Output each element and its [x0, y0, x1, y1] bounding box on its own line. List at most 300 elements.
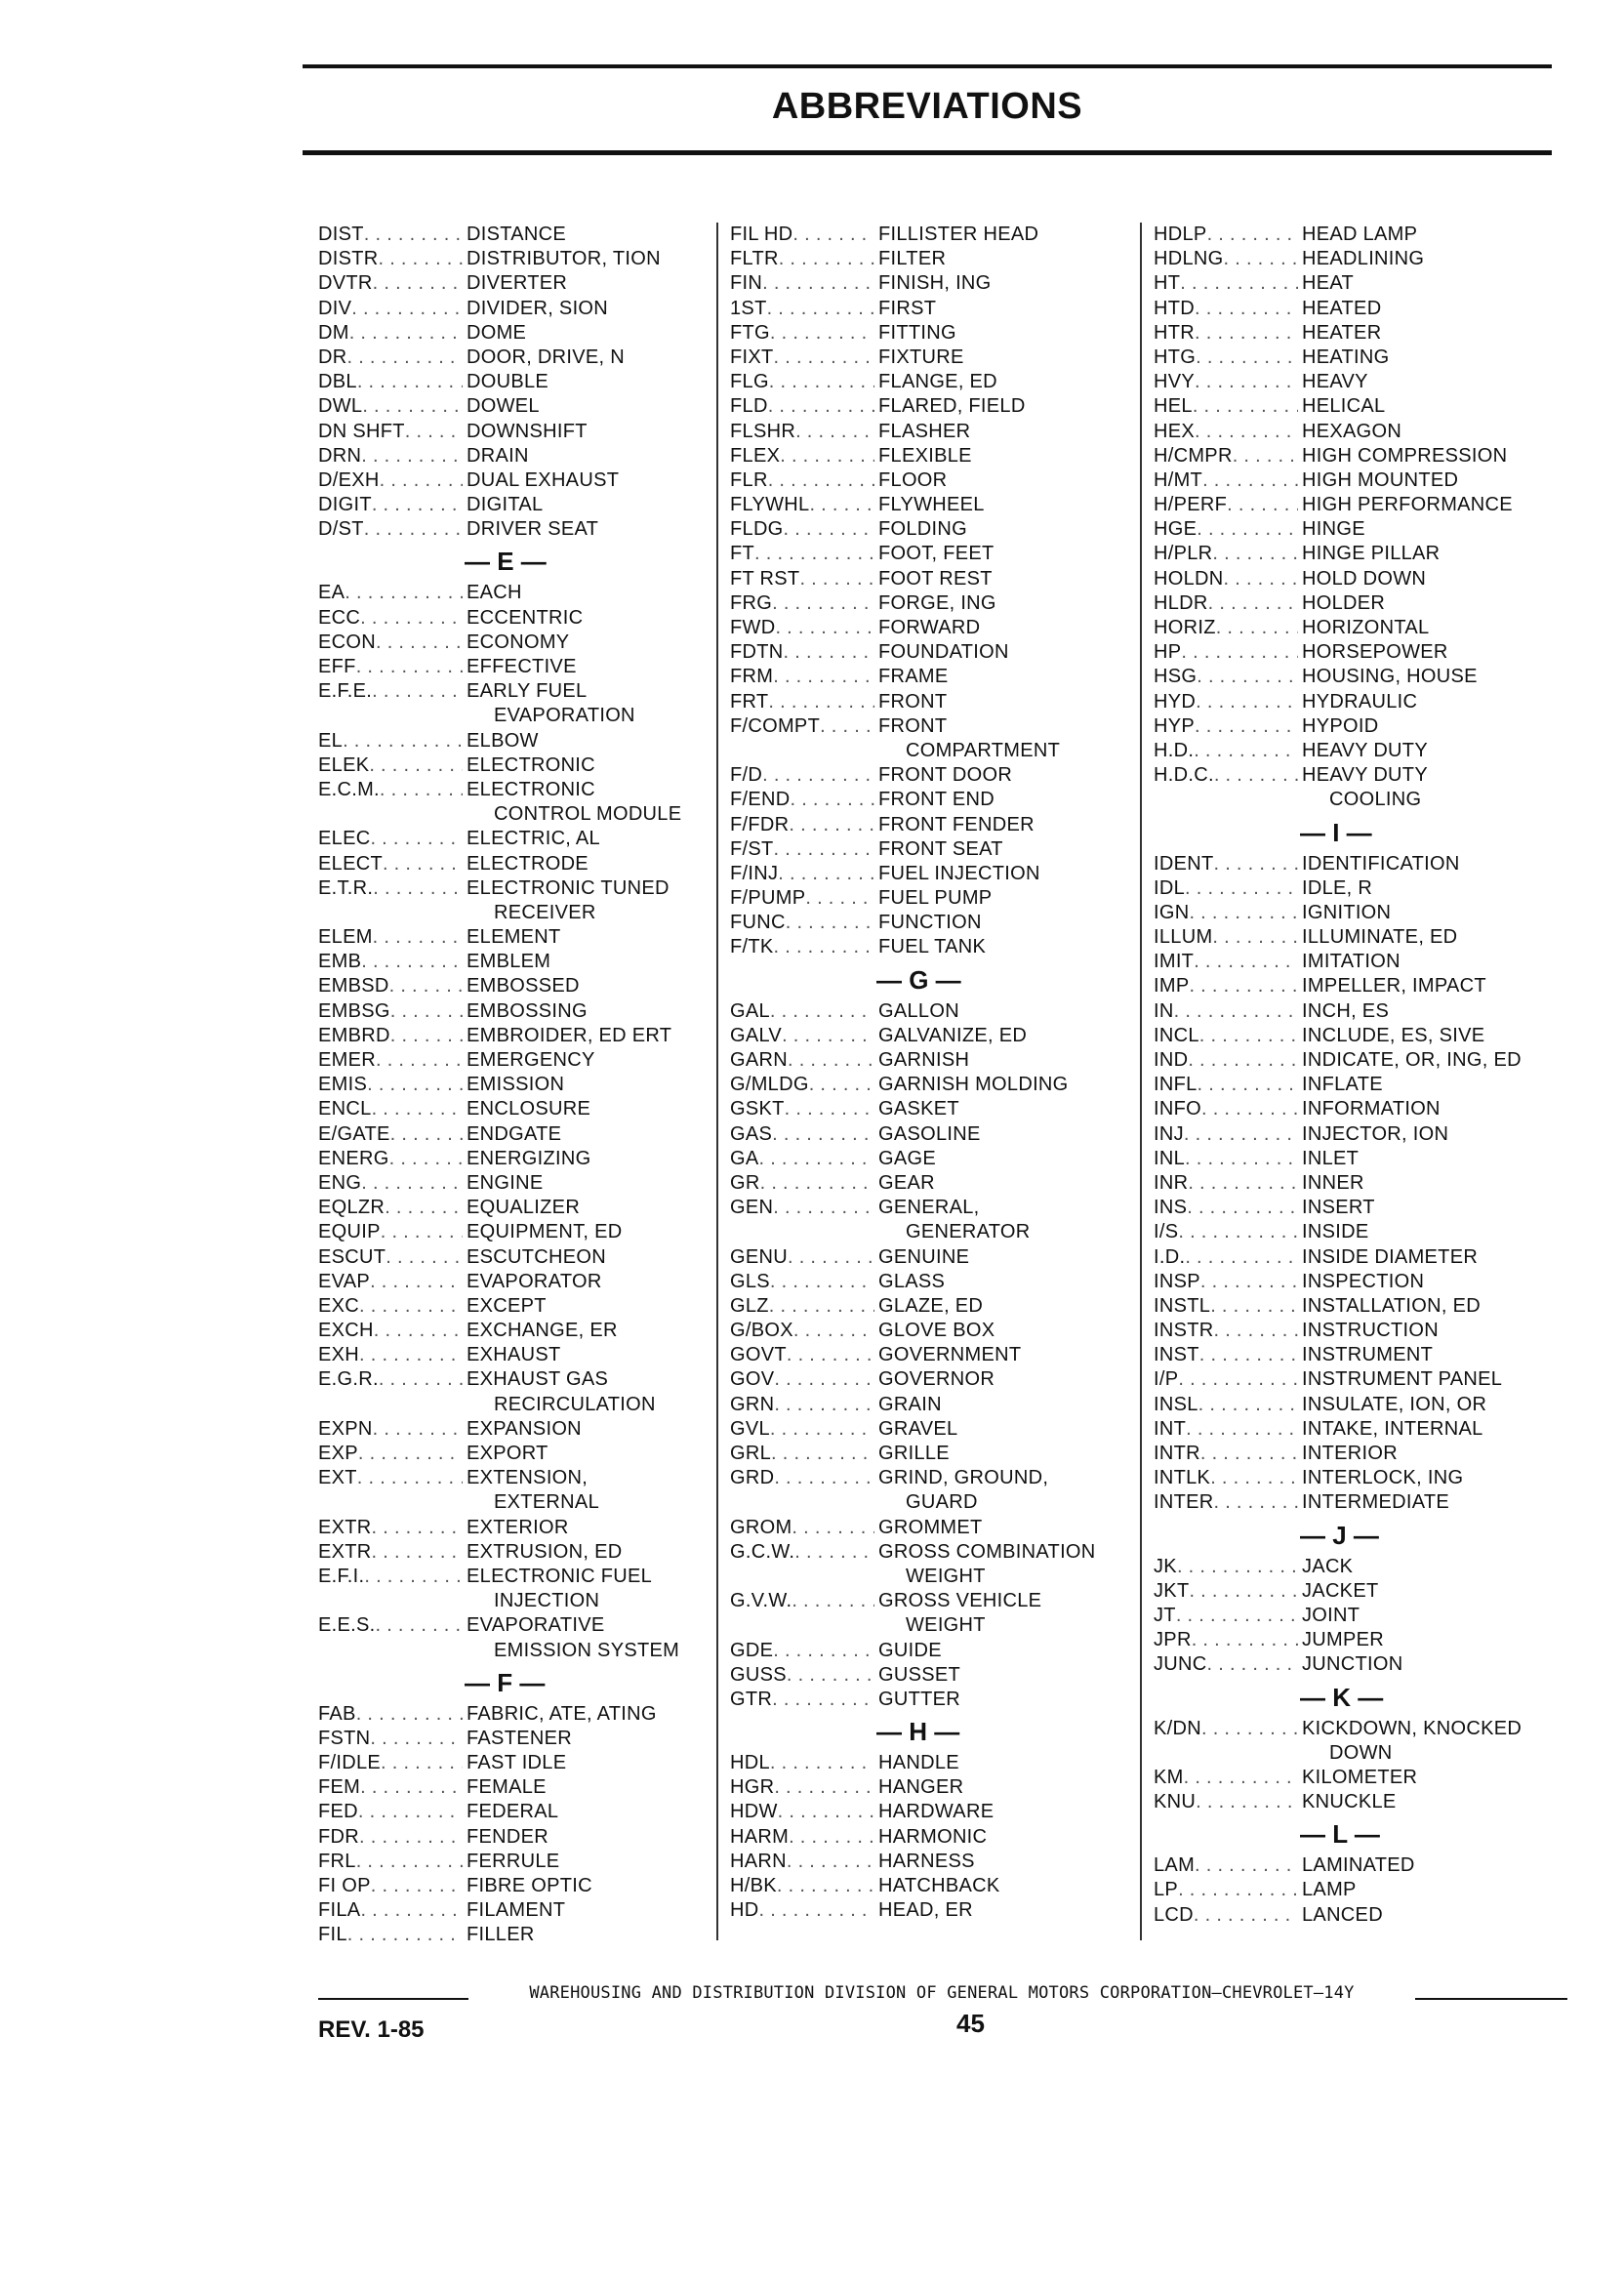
dot-leader [359, 1343, 463, 1367]
abbreviation-meaning: HIGH MOUNTED [1302, 468, 1459, 491]
abbreviation-cell [1154, 901, 1298, 925]
abbreviation-cell [318, 1367, 463, 1392]
abbreviation-code: FED [318, 1801, 358, 1823]
abbreviation-cell [730, 911, 874, 935]
abbreviation-code: HD [730, 1899, 759, 1922]
abbreviation-cell [318, 1565, 463, 1589]
abbreviation-entry [1154, 223, 1544, 247]
abbreviation-meaning: FLARED, FIELD [878, 395, 1026, 418]
dot-leader [1174, 999, 1298, 1024]
abbreviation-cell [1154, 1024, 1298, 1048]
abbreviation-entry [730, 1417, 1140, 1442]
abbreviation-code: GALV [730, 1024, 783, 1046]
abbreviation-entry [1154, 1073, 1544, 1097]
abbreviation-code: HDW [730, 1801, 778, 1823]
abbreviation-code: H.D. [1154, 739, 1195, 761]
abbreviation-code: GLS [730, 1270, 770, 1292]
abbreviation-entry [730, 1800, 1140, 1824]
abbreviation-entry [730, 1516, 1140, 1540]
dot-leader [770, 1270, 874, 1294]
abbreviation-code: EVAP [318, 1270, 371, 1292]
dot-leader [1178, 1367, 1298, 1392]
section-letter-heading: — H — [876, 1717, 960, 1747]
abbreviation-entry [318, 468, 709, 493]
abbreviation-code: INJ [1154, 1122, 1184, 1145]
abbreviation-meaning: GAGE [878, 1147, 936, 1169]
abbreviation-entry [730, 223, 1140, 247]
abbreviation-entry [1154, 567, 1544, 591]
abbreviation-entry [730, 321, 1140, 346]
abbreviation-cell [318, 271, 463, 296]
abbreviation-meaning: LANCED [1302, 1903, 1383, 1926]
dot-leader [779, 247, 874, 271]
abbreviation-code: F/PUMP [730, 887, 806, 910]
dot-leader [792, 1516, 874, 1540]
abbreviation-code: FT [730, 543, 755, 565]
abbreviation-code: IMIT [1154, 951, 1195, 973]
abbreviation-entry [318, 1874, 709, 1898]
abbreviation-meaning: FASTENER [467, 1727, 572, 1749]
dot-leader [759, 1147, 875, 1171]
abbreviation-entry [318, 974, 709, 998]
abbreviation-cell [318, 1540, 463, 1565]
abbreviation-entry [730, 763, 1140, 788]
abbreviation-meaning: HEATER [1302, 321, 1382, 344]
abbreviation-meaning: HEADLINING [1302, 248, 1425, 270]
abbreviation-cell [730, 1825, 874, 1850]
abbreviation-cell [318, 1850, 463, 1874]
abbreviation-code: ESCUT [318, 1245, 386, 1268]
abbreviation-cell [730, 788, 874, 812]
abbreviation-meaning-continuation: WEIGHT [906, 1565, 986, 1587]
abbreviation-cell [318, 1417, 463, 1442]
dot-leader [1188, 1171, 1298, 1196]
abbreviation-entry [318, 493, 709, 517]
abbreviation-meaning: FEMALE [467, 1776, 547, 1799]
abbreviation-cell [1154, 616, 1298, 640]
abbreviation-code: EMIS [318, 1074, 368, 1096]
abbreviation-meaning: FLASHER [878, 420, 971, 442]
abbreviation-code: HARN [730, 1850, 787, 1872]
abbreviation-meaning: GRAVEL [878, 1417, 958, 1440]
abbreviation-entry [318, 1702, 709, 1727]
abbreviation-entry [1154, 1147, 1544, 1171]
abbreviation-code: INST [1154, 1344, 1199, 1366]
abbreviation-meaning: GASOLINE [878, 1122, 981, 1145]
abbreviation-entry [318, 1196, 709, 1220]
abbreviation-code: FAB [318, 1702, 356, 1725]
abbreviation-meaning: EFFECTIVE [467, 656, 577, 677]
abbreviation-meaning: GLAZE, ED [878, 1294, 984, 1317]
abbreviation-entry [318, 1024, 709, 1048]
abbreviation-cell [1154, 1717, 1298, 1741]
abbreviation-cell [730, 271, 874, 296]
abbreviation-meaning: KICKDOWN, KNOCKED [1302, 1717, 1522, 1739]
abbreviation-code: INCL [1154, 1024, 1199, 1046]
abbreviation-meaning: JOINT [1302, 1604, 1360, 1626]
abbreviation-meaning-continuation: EVAPORATION [494, 705, 635, 727]
dot-leader [809, 493, 874, 517]
abbreviation-meaning: FILTER [878, 248, 947, 270]
abbreviation-entry [318, 1442, 709, 1466]
abbreviation-meaning: INTERLOCK, ING [1302, 1467, 1464, 1489]
abbreviation-entry [730, 690, 1140, 714]
abbreviation-code: FIL HD [730, 224, 793, 245]
abbreviation-meaning: DUAL EXHAUST [467, 468, 620, 491]
abbreviation-meaning: FRONT SEAT [878, 837, 1003, 860]
abbreviation-code: HDLP [1154, 224, 1207, 245]
abbreviation-meaning: HOLD DOWN [1302, 567, 1427, 590]
dot-leader [371, 1874, 463, 1898]
dot-leader [777, 1874, 874, 1898]
abbreviation-cell [730, 1850, 874, 1874]
abbreviation-entry [730, 1775, 1140, 1800]
abbreviation-code: HSG [1154, 666, 1198, 688]
dot-leader [778, 862, 874, 886]
dot-leader [390, 1122, 463, 1147]
dot-leader [356, 1702, 463, 1727]
abbreviation-code: ECC [318, 606, 361, 629]
abbreviation-meaning: ELBOW [467, 729, 539, 752]
dot-leader [784, 517, 874, 542]
abbreviation-cell [1154, 1294, 1298, 1319]
abbreviation-meaning: ENGINE [467, 1171, 544, 1194]
abbreviation-cell [1154, 1490, 1298, 1515]
abbreviation-entry [318, 729, 709, 753]
abbreviation-entry [318, 444, 709, 468]
abbreviation-cell [730, 1073, 874, 1097]
abbreviation-cell [318, 974, 463, 998]
abbreviation-code: LCD [1154, 1903, 1194, 1926]
dot-leader [795, 420, 874, 444]
abbreviation-meaning: DISTANCE [467, 224, 567, 245]
abbreviation-cell [1154, 1147, 1298, 1171]
abbreviation-entry [730, 1048, 1140, 1073]
abbreviation-code: EXT [318, 1467, 357, 1489]
abbreviation-cell [318, 321, 463, 346]
abbreviation-code: EL [318, 729, 344, 752]
abbreviation-entry [1154, 321, 1544, 346]
abbreviation-entry [730, 1294, 1140, 1319]
dot-leader [1214, 852, 1299, 876]
dot-leader [774, 837, 874, 862]
abbreviation-entry [730, 247, 1140, 271]
dot-leader [357, 1466, 463, 1490]
abbreviation-cell [318, 1800, 463, 1824]
abbreviation-code: HVY [1154, 371, 1196, 393]
dot-leader [1194, 950, 1298, 974]
abbreviation-meaning: INTERIOR [1302, 1443, 1398, 1464]
abbreviation-code: FEM [318, 1776, 361, 1799]
abbreviation-cell [730, 1319, 874, 1343]
dot-leader [385, 1196, 463, 1220]
abbreviation-entry [1154, 1196, 1544, 1220]
dot-leader [376, 1613, 464, 1638]
abbreviation-entry [1154, 1466, 1544, 1490]
abbreviation-code: GEN [730, 1197, 774, 1219]
abbreviation-cell [730, 886, 874, 911]
abbreviation-meaning: HARMONIC [878, 1825, 988, 1848]
abbreviation-entry [730, 468, 1140, 493]
abbreviation-entry [1154, 1393, 1544, 1417]
abbreviation-entry [1154, 591, 1544, 616]
abbreviation-cell [1154, 1073, 1298, 1097]
abbreviation-meaning: FRONT DOOR [878, 764, 1013, 787]
dot-leader [754, 542, 874, 566]
dot-leader [774, 346, 874, 370]
abbreviation-meaning: HEATING [1302, 346, 1390, 368]
abbreviation-cell [318, 606, 463, 631]
abbreviation-code: FLDG [730, 518, 784, 541]
abbreviation-entry [318, 297, 709, 321]
abbreviation-entry [730, 1825, 1140, 1850]
abbreviation-cell [730, 837, 874, 862]
dot-leader [376, 1048, 463, 1073]
page-number: 45 [956, 2009, 985, 2038]
abbreviation-cell [1154, 1220, 1298, 1244]
abbreviation-meaning: DIVIDER, SION [467, 297, 609, 319]
abbreviation-code: EXTR [318, 1516, 372, 1538]
abbreviation-code: I/P [1154, 1368, 1179, 1391]
dot-leader [1189, 1579, 1298, 1604]
abbreviation-meaning: INTAKE, INTERNAL [1302, 1417, 1483, 1440]
abbreviation-cell [318, 370, 463, 394]
abbreviation-cell [1154, 950, 1298, 974]
abbreviation-entry [730, 567, 1140, 591]
abbreviation-cell [318, 468, 463, 493]
abbreviation-meaning: ESCUTCHEON [467, 1245, 607, 1268]
abbreviation-code: DIGIT [318, 494, 372, 516]
abbreviation-meaning: FILLISTER HEAD [878, 224, 1039, 245]
abbreviation-entry [318, 1751, 709, 1775]
dot-leader [373, 271, 463, 296]
abbreviation-meaning: EACH [467, 582, 522, 604]
dot-leader [778, 1800, 874, 1824]
abbreviation-meaning: DRIVER SEAT [467, 518, 599, 541]
dot-leader [370, 827, 463, 851]
dot-leader [380, 778, 463, 802]
dot-leader [370, 1727, 463, 1751]
abbreviation-cell [730, 444, 874, 468]
abbreviation-entry [318, 606, 709, 631]
abbreviation-code: GROM [730, 1516, 792, 1538]
abbreviation-code: FRG [730, 591, 773, 614]
abbreviation-entry [1154, 420, 1544, 444]
dot-leader [1196, 346, 1298, 370]
abbreviation-entry [1154, 665, 1544, 689]
abbreviation-meaning: GUIDE [878, 1639, 942, 1661]
abbreviation-entry [730, 837, 1140, 862]
abbreviation-meaning: GEAR [878, 1171, 935, 1194]
abbreviation-cell [318, 444, 463, 468]
abbreviation-entry [318, 321, 709, 346]
abbreviation-code: F/FDR [730, 813, 790, 835]
abbreviation-cell [1154, 1628, 1298, 1652]
abbreviation-meaning: INSIDE DIAMETER [1302, 1245, 1479, 1268]
abbreviation-code: H/CMPR [1154, 444, 1233, 467]
dot-leader [361, 950, 463, 974]
abbreviation-entry [318, 1294, 709, 1319]
abbreviation-entry [1154, 1853, 1544, 1878]
abbreviation-cell [730, 1442, 874, 1466]
abbreviation-code: K/DN [1154, 1717, 1201, 1739]
abbreviation-code: GRD [730, 1467, 775, 1489]
section-letter-heading: — E — [465, 547, 547, 577]
abbreviation-code: H/PERF [1154, 494, 1228, 516]
abbreviation-cell [318, 420, 463, 444]
abbreviation-cell [318, 729, 463, 753]
dot-leader [785, 1097, 874, 1121]
abbreviation-meaning: FUEL TANK [878, 936, 987, 958]
dot-leader [1186, 1417, 1298, 1442]
dot-leader [1195, 1853, 1298, 1878]
abbreviation-cell [1154, 1652, 1298, 1677]
abbreviation-code: EMER [318, 1049, 376, 1071]
abbreviation-cell [1154, 876, 1298, 901]
dot-leader [1176, 1604, 1298, 1628]
dot-leader [1195, 297, 1298, 321]
abbreviation-code: HORIZ [1154, 617, 1216, 638]
dot-leader [1224, 567, 1298, 591]
abbreviation-cell [1154, 542, 1298, 566]
abbreviation-cell [318, 1122, 463, 1147]
dot-leader [1185, 1147, 1298, 1171]
abbreviation-code: H/BK [730, 1875, 777, 1896]
dot-leader [1185, 876, 1298, 901]
dot-leader [381, 1220, 463, 1244]
abbreviation-code: INSL [1154, 1393, 1198, 1415]
abbreviation-cell [1154, 1245, 1298, 1270]
abbreviation-meaning: FAST IDLE [467, 1752, 567, 1774]
abbreviation-entry [730, 1442, 1140, 1466]
abbreviation-meaning-continuation: EMISSION SYSTEM [494, 1639, 680, 1661]
abbreviation-code: JPR [1154, 1629, 1192, 1651]
dot-leader [1187, 1196, 1298, 1220]
abbreviation-meaning: EXCEPT [467, 1294, 547, 1317]
dot-leader [361, 1171, 463, 1196]
abbreviation-entry [730, 297, 1140, 321]
abbreviation-code: H/PLR [1154, 543, 1213, 565]
abbreviation-meaning: FRONT [878, 714, 948, 737]
dot-leader [774, 1367, 874, 1392]
abbreviation-code: ELEK [318, 753, 370, 776]
abbreviation-entry [730, 1196, 1140, 1220]
abbreviation-meaning: FABRIC, ATE, ATING [467, 1702, 657, 1725]
abbreviation-meaning: GASKET [878, 1098, 959, 1120]
abbreviation-entry [318, 1800, 709, 1824]
abbreviation-cell [730, 420, 874, 444]
dot-leader [767, 297, 874, 321]
abbreviation-entry [318, 679, 709, 704]
abbreviation-entry [318, 1898, 709, 1923]
dot-leader [789, 1825, 874, 1850]
dot-leader [770, 321, 874, 346]
dot-leader [1200, 1442, 1298, 1466]
abbreviation-cell [730, 1417, 874, 1442]
abbreviation-meaning: FENDER [467, 1825, 549, 1848]
dot-leader [1224, 247, 1298, 271]
dot-leader [372, 1540, 463, 1565]
dot-leader [1197, 517, 1298, 542]
abbreviation-meaning: EXTRUSION, ED [467, 1540, 623, 1563]
abbreviation-code: KNU [1154, 1791, 1197, 1813]
dot-leader [343, 729, 463, 753]
abbreviation-cell [730, 1147, 874, 1171]
abbreviation-entry [318, 852, 709, 876]
abbreviation-cell [730, 1898, 874, 1923]
abbreviation-cell [318, 1147, 463, 1171]
abbreviation-cell [1154, 321, 1298, 346]
abbreviation-code: FUNC [730, 912, 786, 934]
abbreviation-meaning: HOLDER [1302, 591, 1386, 614]
abbreviation-code: EMBRD [318, 1024, 390, 1046]
abbreviation-entry [730, 1466, 1140, 1490]
dot-leader [345, 581, 463, 605]
abbreviation-cell [318, 1825, 463, 1850]
abbreviation-meaning: FINISH, ING [878, 272, 992, 295]
abbreviation-cell [730, 1171, 874, 1196]
abbreviation-code: FT RST [730, 567, 800, 590]
abbreviation-meaning-continuation: RECEIVER [494, 901, 596, 923]
abbreviation-cell [318, 631, 463, 655]
abbreviation-cell [730, 468, 874, 493]
abbreviation-cell [1154, 1790, 1298, 1814]
abbreviation-meaning: EQUALIZER [467, 1197, 581, 1219]
dot-leader [381, 1751, 463, 1775]
dot-leader [780, 444, 874, 468]
abbreviation-entry [1154, 1604, 1544, 1628]
abbreviation-code: E.T.R. [318, 876, 374, 899]
abbreviation-entry [1154, 1628, 1544, 1652]
abbreviation-cell [318, 950, 463, 974]
abbreviation-cell [318, 493, 463, 517]
abbreviation-code: FSTN [318, 1727, 371, 1749]
abbreviation-code: JKT [1154, 1579, 1190, 1602]
abbreviation-meaning: INSIDE [1302, 1221, 1369, 1243]
dot-leader [1188, 1048, 1298, 1073]
abbreviation-code: DISTR [318, 248, 379, 270]
dot-leader [788, 1048, 874, 1073]
footer-rule-left [318, 1998, 468, 2000]
abbreviation-entry [730, 1097, 1140, 1121]
abbreviation-cell [730, 1466, 874, 1490]
dot-leader [809, 1073, 874, 1097]
section-letter-heading: — I — [1300, 817, 1372, 847]
abbreviation-meaning: DOWEL [467, 395, 540, 418]
abbreviation-meaning: HELICAL [1302, 395, 1386, 418]
abbreviation-code: GLZ [730, 1294, 769, 1317]
abbreviation-entry [1154, 394, 1544, 419]
abbreviation-meaning: FORWARD [878, 617, 981, 638]
dot-leader [369, 753, 463, 778]
dot-leader [1180, 271, 1298, 296]
abbreviation-code: DM [318, 321, 349, 344]
abbreviation-code: F/END [730, 789, 791, 811]
abbreviation-meaning: INLET [1302, 1147, 1360, 1169]
abbreviation-code: IMP [1154, 975, 1190, 998]
abbreviation-entry [730, 1367, 1140, 1392]
abbreviation-code: F/D [730, 764, 763, 787]
abbreviation-cell [730, 1343, 874, 1367]
abbreviation-code: KM [1154, 1766, 1184, 1788]
abbreviation-cell [318, 1874, 463, 1898]
abbreviation-meaning: IDLE, R [1302, 876, 1373, 899]
abbreviation-code: HTR [1154, 321, 1196, 344]
dot-leader [772, 1688, 874, 1712]
abbreviation-entry [318, 581, 709, 605]
abbreviation-meaning: GALLON [878, 999, 959, 1022]
dot-leader [1177, 1555, 1298, 1579]
